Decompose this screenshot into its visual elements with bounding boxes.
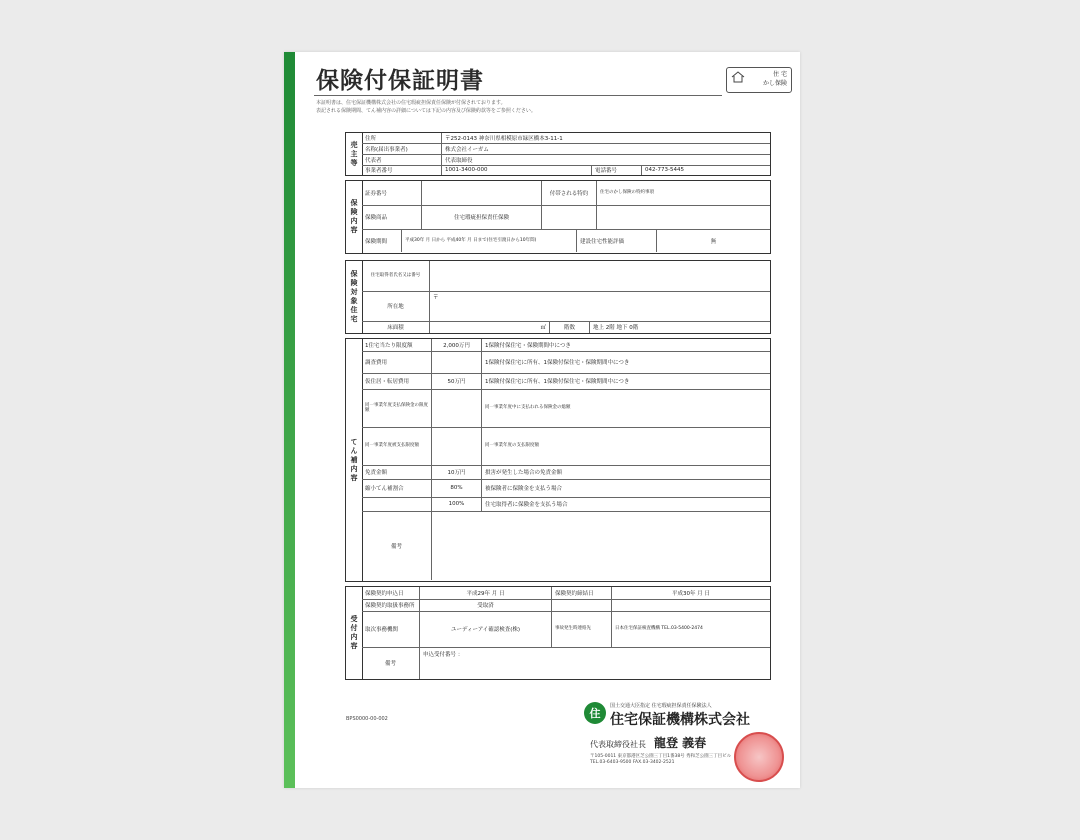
section-covered-home — [345, 260, 771, 334]
row-value: 住宅瑕疵担保責任保険 — [422, 205, 542, 229]
row-label: 名称(届出事業者) — [362, 143, 442, 154]
company-address — [590, 754, 731, 766]
table-row — [362, 205, 770, 230]
table-row — [362, 165, 770, 175]
row-value: 申込受付番号 ： — [423, 652, 464, 658]
table-row — [362, 611, 770, 648]
row-label: 建設住宅性能評価 — [577, 229, 657, 252]
row-label: 縮小てん補割合 — [362, 479, 432, 497]
section-insurance — [345, 180, 771, 254]
house-icon — [731, 71, 745, 83]
row-label: 住所 — [362, 133, 442, 143]
row-label: 1住宅当たり限度額 — [362, 339, 432, 351]
row-value — [422, 181, 542, 205]
table-row — [362, 465, 770, 480]
company-subtitle: 国土交通大臣指定 住宅瑕疵担保責任保険法人 — [610, 703, 712, 709]
table-row — [362, 389, 770, 428]
representative — [590, 734, 706, 751]
row-value: ユーディーアイ確認検査(株) — [420, 611, 552, 647]
section-application — [345, 586, 771, 680]
row-value: 日本住宅保証検査機構 TEL.03-5400-2474 — [615, 626, 703, 632]
intro-line2: 表記される保険期間、てん補内容の詳細については下記の内容及び保険約款等をご参照ください。 — [316, 108, 536, 114]
row-label: 階数 — [550, 321, 590, 333]
row-value: 地上 2階 地下 0階 — [593, 325, 639, 331]
row-value: 80% — [432, 479, 482, 497]
table-row — [362, 291, 770, 322]
section-label: 保険対象住宅 — [346, 261, 363, 333]
kashi-hoken-logo — [726, 67, 792, 93]
section-coverage — [345, 338, 771, 582]
row-note: 1保険付保住宅・保険期間中につき — [485, 343, 571, 349]
row-value: 〒252-0143 神奈川県相模原市緑区橋本3-11-1 — [445, 136, 563, 142]
table-row — [362, 351, 770, 374]
row-label: 保険契約取扱事務所 — [362, 599, 420, 611]
logo-text-line1: 住 宅 — [773, 71, 787, 78]
intro-line1: 本証明書は、住宅保証機構株式会社の住宅瑕疵担保責任保険が付保されております。 — [316, 100, 506, 106]
row-value: 無 — [710, 238, 717, 245]
row-note: 損害が発生した場合の免責金額 — [485, 470, 563, 476]
form-code: BPS0000-00-002 — [346, 716, 388, 722]
row-value: 平成30年 月 日 — [672, 591, 710, 597]
company-seal — [734, 732, 784, 782]
document-title: 保険付保証明書 — [316, 67, 484, 94]
logo-text-line2: かし保険 — [762, 80, 787, 87]
row-value: 代表取締役 — [445, 157, 473, 164]
row-value: 2,000万円 — [432, 339, 482, 351]
green-side-bar — [284, 52, 295, 788]
row-value — [597, 205, 770, 229]
row-label: 代表者 — [362, 154, 442, 165]
table-row — [362, 373, 770, 390]
row-value — [432, 351, 482, 373]
row-value — [432, 427, 482, 465]
table-row — [362, 321, 770, 333]
row-label: 同一事業年度被支払限度額 — [362, 427, 432, 465]
row-label: 事故発生時連絡先 — [552, 611, 612, 647]
table-row — [362, 479, 770, 498]
table-row — [362, 497, 770, 512]
row-value — [430, 261, 770, 291]
row-label: 証券番号 — [362, 181, 422, 205]
row-note: 同一事業年度の支払限度額 — [485, 443, 539, 449]
row-note: 1保険付保住宅に所有、1保険付保住宅・保険期間中につき — [485, 379, 630, 385]
row-label: 取次事務機関 — [362, 611, 420, 647]
row-label: 付帯される特約 — [542, 181, 597, 205]
row-note: 住宅取得者に保険金を支払う場合 — [485, 502, 568, 508]
row-label: 調査費用 — [362, 351, 432, 373]
row-value — [612, 599, 770, 611]
row-label: 事業者番号 — [362, 165, 442, 175]
table-row — [362, 261, 770, 292]
row-value: 042-773-5445 — [645, 167, 684, 173]
rep-title: 代表取締役社長 — [590, 740, 646, 749]
row-label: 保険商品 — [362, 205, 422, 229]
row-value: 10万円 — [432, 465, 482, 479]
table-row — [362, 427, 770, 466]
row-value — [432, 389, 482, 427]
section-label: 保険内容 — [346, 181, 363, 253]
row-value: 〒 — [433, 295, 439, 301]
table-row — [362, 229, 770, 252]
table-row — [362, 511, 770, 580]
row-label: 住宅取得者氏名又は番号 — [362, 261, 430, 291]
row-label: 仮住居・転居費用 — [362, 373, 432, 389]
certificate-page — [284, 52, 800, 788]
row-label: 保険期間 — [362, 229, 402, 252]
table-row — [362, 647, 770, 679]
row-label — [362, 497, 432, 511]
company-logo-icon: 住 — [584, 702, 606, 724]
row-note: 被保険者に保険金を支払う場合 — [485, 486, 563, 492]
row-value: 100% — [432, 497, 482, 511]
row-label: 同一事業年度支払保険金の限度額 — [362, 389, 432, 427]
section-label: 受付内容 — [346, 587, 363, 679]
row-value: 住宅のかし保険の特約事項 — [600, 190, 654, 196]
row-label: 電話番号 — [592, 165, 642, 175]
company-name: 住宅保証機構株式会社 — [610, 712, 750, 728]
row-note: 1保険付保住宅に所有、1保険付保住宅・保険期間中につき — [485, 360, 630, 366]
row-note — [432, 511, 770, 580]
row-value: 株式会社イーガム — [445, 146, 489, 153]
section-label: てん補内容 — [346, 339, 363, 581]
section-seller — [345, 132, 771, 176]
row-label: 床面積 — [362, 321, 430, 333]
row-label: 保険契約締結日 — [552, 587, 612, 599]
row-label — [552, 599, 612, 611]
address-line1: 〒105-0011 東京都港区芝公園三丁目1番38号 秀和芝公園三丁目ビル — [590, 754, 732, 759]
section-label: 売主等 — [346, 133, 363, 175]
row-label: 所在地 — [362, 291, 430, 321]
title-divider — [314, 95, 722, 96]
row-label: 免責金額 — [362, 465, 432, 479]
row-value: 平成30年 月 日から 平成40年 月 日まで(住宅引渡日から10年間) — [402, 229, 577, 252]
row-note: 同一事業年度中に支払われる保険金の総額 — [485, 405, 571, 411]
table-row — [362, 181, 770, 206]
row-value: 50万円 — [432, 373, 482, 389]
row-value: 1001-3400-000 — [442, 165, 592, 175]
row-label: 備考 — [362, 511, 432, 580]
row-label — [542, 205, 597, 229]
row-value: 受取済 — [420, 599, 552, 611]
rep-name: 龍登 義春 — [654, 736, 707, 750]
row-value: ㎡ — [430, 321, 550, 333]
row-label: 備考 — [362, 647, 420, 679]
row-label: 保険契約申込日 — [362, 587, 420, 599]
row-value: 平成29年 月 日 — [420, 587, 552, 599]
address-line2: TEL.03-6403-9500 FAX.03-3402-2521 — [590, 760, 675, 765]
